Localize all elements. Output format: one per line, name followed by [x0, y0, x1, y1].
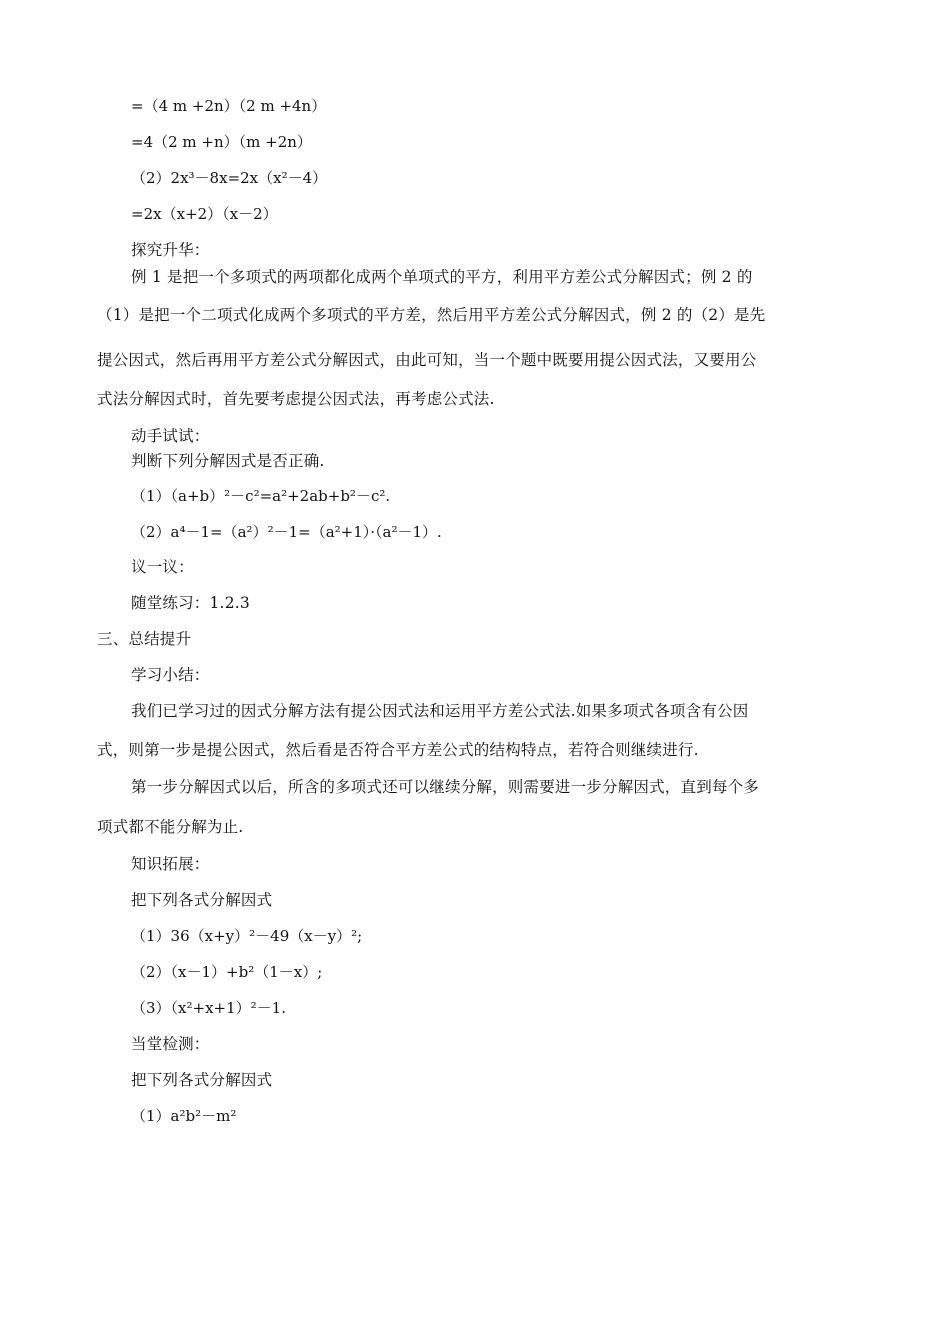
equation-line: （2）（x－1）+b²（1－x）;	[131, 963, 323, 981]
paragraph-line: 式，则第一步是提公因式，然后看是否符合平方差公式的结构特点，若符合则继续进行.	[97, 741, 699, 759]
paragraph-line: 第一步分解因式以后，所含的多项式还可以继续分解，则需要进一步分解因式，直到每个多	[131, 778, 760, 796]
paragraph-line: （1）是把一个二项式化成两个多项式的平方差，然后用平方差公式分解因式，例 2 的（2）是先	[97, 306, 766, 324]
section-label: 议一议：	[131, 558, 194, 576]
equation-line: （2）a⁴－1=（a²）²－1=（a²+1）·（a²－1）.	[131, 523, 442, 541]
section-label: 当堂检测：	[131, 1035, 210, 1053]
section-label: 知识拓展：	[131, 855, 210, 873]
paragraph-line: 例 1 是把一个多项式的两项都化成两个单项式的平方，利用平方差公式分解因式；例 2 的	[131, 268, 753, 286]
paragraph-line: 把下列各式分解因式	[131, 1071, 273, 1089]
paragraph-line: 把下列各式分解因式	[131, 891, 273, 909]
equation-line: =（4 m +2n）（2 m +4n）	[131, 97, 327, 115]
paragraph-line: 提公因式，然后再用平方差公式分解因式，由此可知，当一个题中既要用提公因式法，又要用公	[97, 351, 757, 369]
paragraph-line: 随堂练习：1.2.3	[131, 594, 250, 612]
equation-line: （1）a²b²－m²	[131, 1107, 237, 1125]
paragraph-line: 我们已学习过的因式分解方法有提公因式法和运用平方差公式法.如果多项式各项含有公因	[131, 702, 749, 720]
equation-line: =4（2 m +n）（m +2n）	[131, 133, 312, 151]
section-label: 动手试试：	[131, 427, 210, 445]
section-label: 学习小结：	[131, 666, 210, 684]
paragraph-line: 判断下列分解因式是否正确.	[131, 452, 325, 470]
equation-line: （1）（a+b）²－c²=a²+2ab+b²－c².	[131, 487, 391, 505]
section-heading: 三、总结提升	[97, 630, 192, 648]
section-label: 探究升华：	[131, 241, 210, 259]
equation-line: =2x（x+2）（x－2）	[131, 205, 278, 223]
paragraph-line: 式法分解因式时，首先要考虑提公因式法，再考虑公式法.	[97, 390, 495, 408]
equation-line: （2）2x³－8x=2x（x²－4）	[131, 169, 328, 187]
equation-line: （1）36（x+y）²－49（x－y）²;	[131, 927, 363, 945]
equation-line: （3）（x²+x+1）²－1.	[131, 999, 286, 1017]
paragraph-line: 项式都不能分解为止.	[97, 818, 244, 836]
